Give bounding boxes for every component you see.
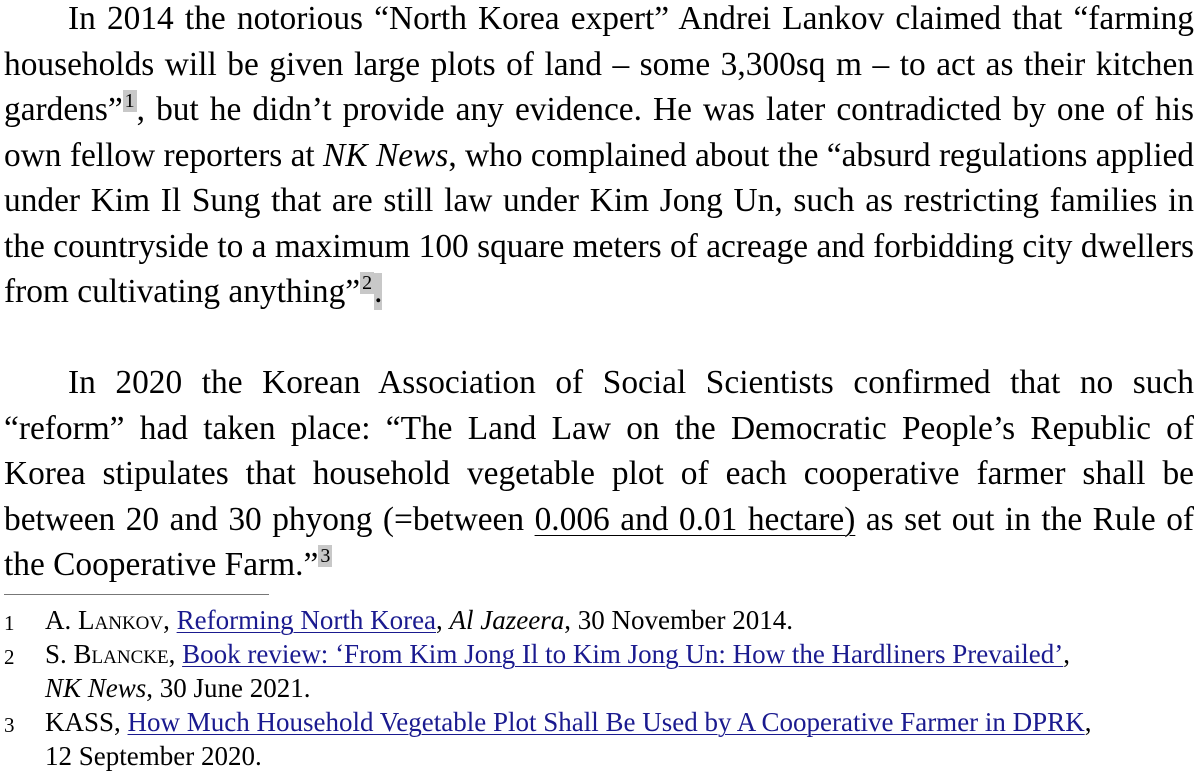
paragraph-1-text-a: In 2014 the notorious “North Korea expert” Andrei Lankov claimed that “farming households will be given large plots of land – some 3,300sq m – to act as their kitchen gardens” (4, 0, 1194, 128)
publication-name: NK News (323, 136, 449, 174)
footnote-date: , 30 June 2021. (146, 673, 311, 703)
footnote-source: Al Jazeera (449, 605, 565, 635)
footnote-separator: , (1063, 639, 1070, 669)
paragraph-1-end: . (374, 273, 383, 310)
footnote-date: , 30 November 2014. (564, 605, 793, 635)
paragraph-1-text-b: , but he didn’t provide any evidence. He was later contradicted by one of his own fellow reporters at (4, 91, 1194, 174)
footnote-body (45, 603, 1200, 637)
paragraph-2-text-b: as set out in the Rule of the Cooperative Farm.” (4, 500, 1195, 583)
paragraph-1 (4, 0, 1194, 315)
footnote-date: , 12 September 2020. (45, 707, 1092, 771)
footnote-separator: , (168, 639, 183, 669)
footnote-divider (4, 594, 269, 595)
footnote-author: KASS (45, 707, 115, 737)
footnote-body (45, 637, 1200, 705)
footnote-number: 3 (4, 713, 15, 737)
footnote-source: NK News (45, 673, 147, 703)
footnote-2 (0, 637, 1200, 705)
paragraph-1-text-c: , who complained about the “absurd regulations applied under Kim Il Sung that are still law under Kim Jong Un, such as restricting families in the countryside to a maximum 100 square meters of acreage and forbidding city dwellers from cultivating anything” (4, 136, 1194, 310)
footnote-link[interactable]: How Much Household Vegetable Plot Shall Be Used by A Cooperative Farmer in DPRK (127, 707, 1085, 737)
footnote-separator: , (436, 605, 450, 635)
paragraph-2 (4, 360, 1194, 588)
footnote-3 (0, 705, 1200, 773)
footnote-author-surname: lancke (91, 639, 169, 669)
footnote-separator: , (114, 707, 128, 737)
paragraph-2-text-a: In 2020 the Korean Association of Social Scientists confirmed that no such “reform” had taken place: “The Land Law on the Democratic People’s Republic of Korea stipulates that household vegetable plot of each cooperative farmer shall be between 20 and 30 phyong (=between (4, 364, 1194, 538)
footnote-separator: , (163, 605, 177, 635)
footnote-link[interactable]: Reforming North Korea (176, 605, 437, 635)
footnote-link[interactable]: Book review: ‘From Kim Jong Il to Kim Jong Un: How the Hardliners Prevailed’ (182, 639, 1064, 669)
footnote-number: 1 (4, 611, 15, 635)
footnote-number: 2 (4, 645, 15, 669)
footnote-1 (0, 603, 1200, 637)
footnote-body (45, 705, 1115, 773)
footnote-ref-2[interactable]: 2 (362, 272, 373, 294)
footnote-author-surname: ankov (94, 605, 164, 635)
footnote-ref-3[interactable]: 3 (320, 545, 331, 567)
footnote-author-initial: S. B (45, 639, 92, 669)
footnote-ref-1[interactable]: 1 (124, 90, 135, 112)
underlined-text: 0.006 and 0.01 hectare) (534, 500, 856, 538)
footnote-author-initial: A. L (45, 605, 95, 635)
